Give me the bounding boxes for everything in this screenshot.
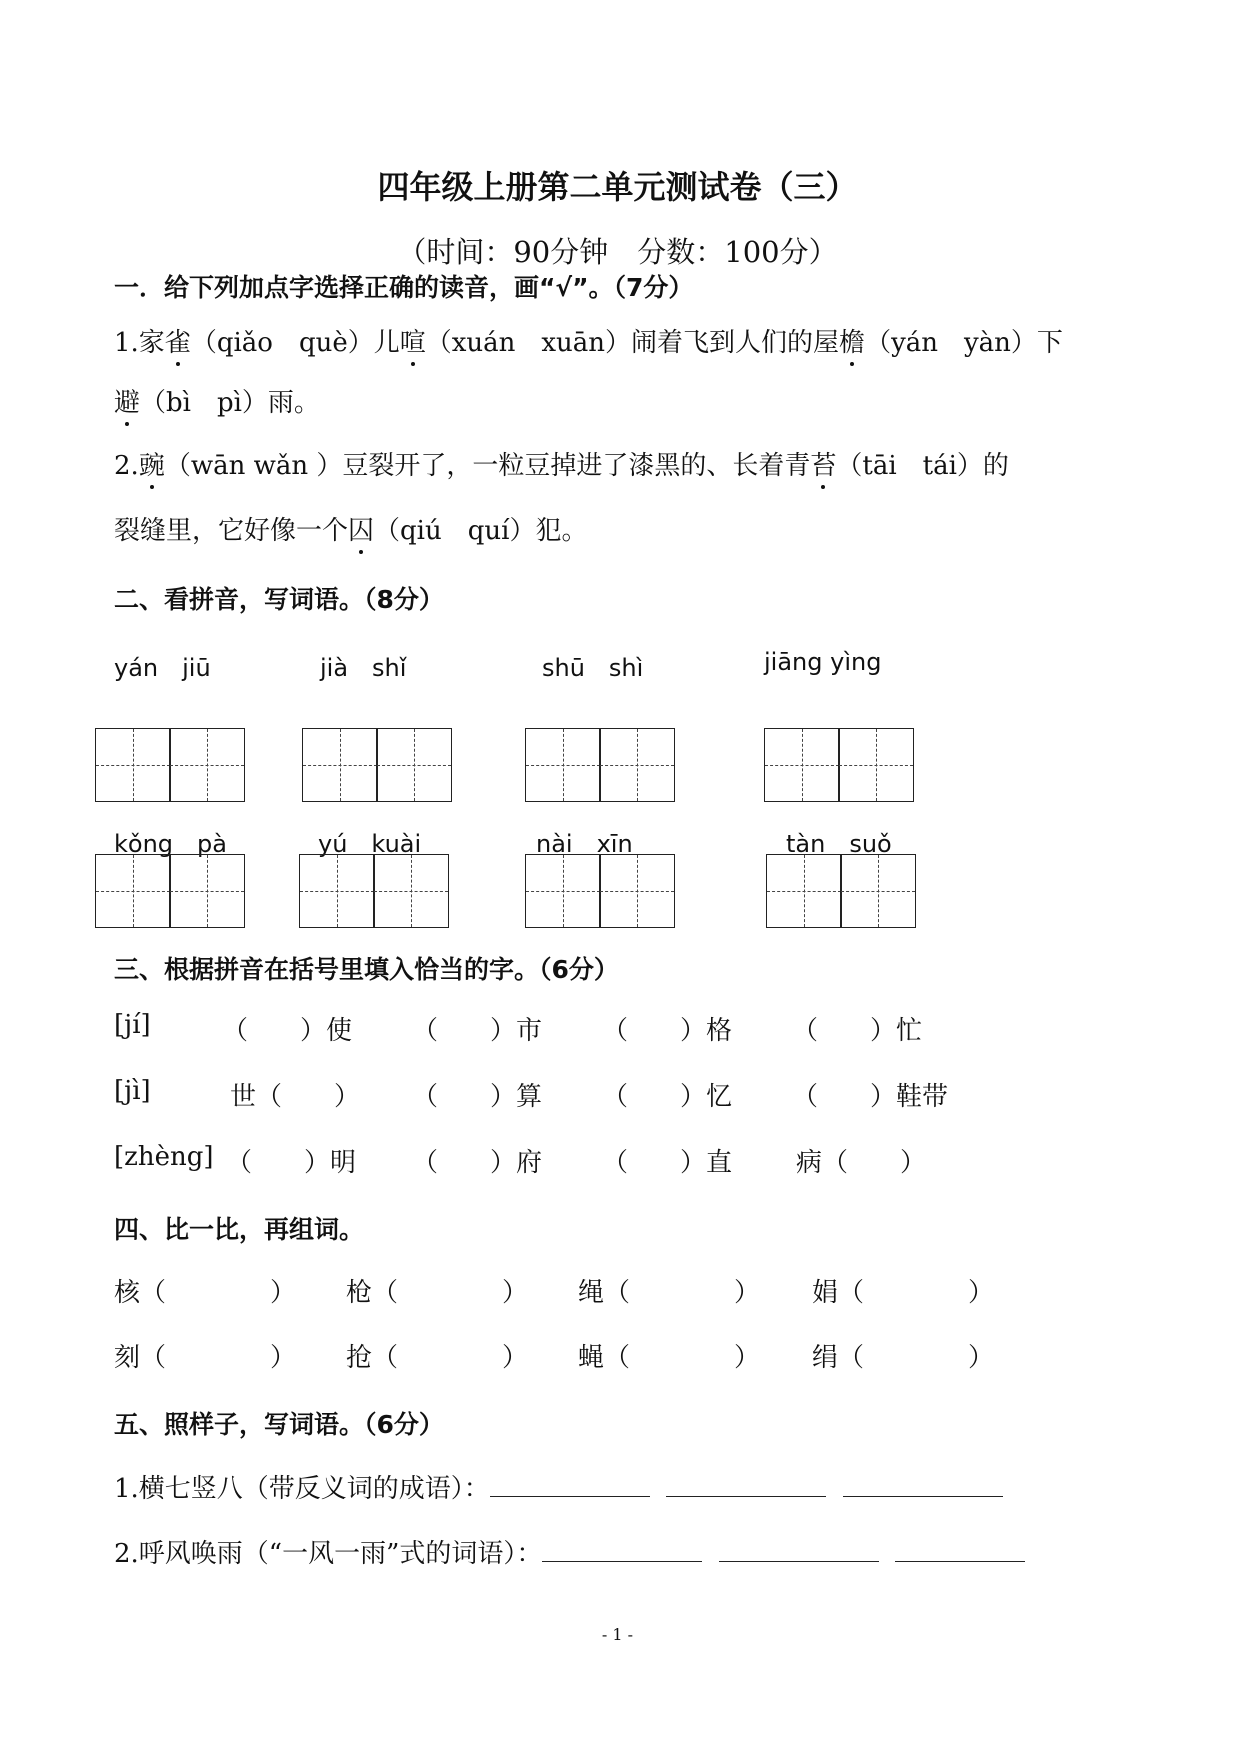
q3-pinyin: [jí] (114, 1010, 151, 1040)
text: 2. (114, 451, 139, 481)
pinyin-label: kǒng pà (114, 830, 227, 858)
q1-line-1 (114, 322, 1063, 359)
text: （wān wǎn ）豆裂开了，一粒豆掉进了漆黑的、长着青 (164, 451, 811, 481)
text: （xuán xuān）闹着飞到人们的屋 (425, 328, 840, 358)
pinyin-label: nài xīn (536, 830, 633, 858)
q3-blank[interactable]: （ ）忙 (792, 1016, 923, 1046)
grid-cell[interactable] (840, 854, 916, 928)
grid-cell[interactable] (599, 728, 675, 802)
section-5-heading: 五、照样子，写词语。（6分） (114, 1410, 444, 1439)
text: （bì pì）雨。 (140, 388, 320, 418)
grid-cell[interactable] (599, 854, 675, 928)
grid-cell[interactable] (302, 728, 378, 802)
q4-item[interactable]: 刻（ ） (114, 1343, 297, 1373)
q5-line-1 (114, 1468, 1003, 1505)
writing-grid[interactable] (300, 854, 449, 928)
grid-cell[interactable] (525, 728, 601, 802)
grid-cell[interactable] (766, 854, 842, 928)
q5-line-2 (114, 1533, 1025, 1570)
q3-pinyin: [jì] (114, 1076, 151, 1106)
grid-cell[interactable] (525, 854, 601, 928)
writing-grid[interactable] (765, 728, 914, 802)
writing-grid[interactable] (526, 728, 675, 802)
text: 裂缝里，它好像一个 (114, 516, 349, 546)
pinyin-label: yán jiū (114, 654, 211, 682)
grid-cell[interactable] (838, 728, 914, 802)
grid-cell[interactable] (764, 728, 840, 802)
writing-grid[interactable] (96, 854, 245, 928)
q3-blank[interactable]: （ ）格 (602, 1016, 733, 1046)
q4-item[interactable]: 核（ ） (114, 1278, 297, 1308)
q3-blank[interactable]: （ ）府 (412, 1148, 543, 1178)
q3-blank[interactable]: 病（ ） (796, 1148, 927, 1178)
text: 1.家 (114, 328, 165, 358)
q3-blank[interactable]: （ ）明 (226, 1148, 357, 1178)
text: （qiú quí）犯。 (374, 516, 588, 546)
dotted-char: 喧 (400, 322, 426, 359)
pinyin-label: jià shǐ (320, 654, 407, 682)
section-3-heading: 三、根据拼音在括号里填入恰当的字。（6分） (114, 955, 619, 984)
dotted-char: 雀 (165, 322, 191, 359)
q4-item[interactable]: 枪（ ） (346, 1278, 529, 1308)
dotted-char: 檐 (839, 322, 865, 359)
answer-blank[interactable] (542, 1539, 702, 1562)
writing-grid[interactable] (96, 728, 245, 802)
grid-cell[interactable] (169, 728, 245, 802)
q3-blank[interactable]: 世（ ） (230, 1082, 361, 1112)
answer-blank[interactable] (490, 1474, 650, 1497)
dotted-char: 苔 (810, 445, 836, 482)
grid-cell[interactable] (95, 728, 171, 802)
q3-blank[interactable]: （ ）使 (222, 1016, 353, 1046)
section-4-heading: 四、比一比，再组词。 (114, 1215, 365, 1244)
text: （yán yàn）下 (865, 328, 1063, 358)
writing-grid[interactable] (526, 854, 675, 928)
pinyin-label: yú kuài (318, 830, 422, 858)
q5-prompt: 2.呼风唤雨（“一风一雨”式的词语）： (114, 1539, 543, 1569)
q3-blank[interactable]: （ ）忆 (602, 1082, 733, 1112)
answer-blank[interactable] (843, 1474, 1003, 1497)
q5-prompt: 1.横七竖八（带反义词的成语）： (114, 1474, 490, 1504)
dotted-char: 避 (114, 382, 140, 419)
grid-cell[interactable] (95, 854, 171, 928)
page-subtitle: （时间：90分钟 分数：100分） (397, 235, 838, 269)
answer-blank[interactable] (895, 1539, 1025, 1562)
page-number: - 1 - (601, 1625, 634, 1644)
page-title: 四年级上册第二单元测试卷（三） (377, 168, 858, 206)
q3-blank[interactable]: （ ）市 (412, 1016, 543, 1046)
q3-blank[interactable]: （ ）算 (412, 1082, 543, 1112)
q4-item[interactable]: 绳（ ） (578, 1278, 761, 1308)
pinyin-label: tàn suǒ (786, 830, 892, 858)
writing-grid[interactable] (767, 854, 916, 928)
grid-cell[interactable] (299, 854, 375, 928)
grid-cell[interactable] (376, 728, 452, 802)
pinyin-label: shū shì (542, 654, 644, 682)
dotted-char: 豌 (139, 445, 165, 482)
text: （tāi tái）的 (836, 451, 1009, 481)
q3-blank[interactable]: （ ）鞋带 (792, 1082, 949, 1112)
section-2-heading: 二、看拼音，写词语。（8分） (114, 585, 444, 614)
q4-item[interactable]: 绢（ ） (812, 1343, 995, 1373)
grid-cell[interactable] (373, 854, 449, 928)
q3-blank[interactable]: （ ）直 (602, 1148, 733, 1178)
writing-grid[interactable] (303, 728, 452, 802)
dotted-char: 囚 (348, 510, 374, 547)
q3-pinyin: [zhèng] (114, 1142, 214, 1172)
q4-item[interactable]: 娟（ ） (812, 1278, 995, 1308)
q4-item[interactable]: 抢（ ） (346, 1343, 529, 1373)
q1-line-4 (114, 510, 587, 547)
text: （qiǎo què）儿 (190, 328, 400, 358)
answer-blank[interactable] (719, 1539, 879, 1562)
pinyin-label: jiāng yìng (764, 648, 882, 676)
answer-blank[interactable] (666, 1474, 826, 1497)
q1-line-2 (114, 382, 320, 419)
grid-cell[interactable] (169, 854, 245, 928)
q1-line-3 (114, 445, 1009, 482)
section-1-heading: 一．给下列加点字选择正确的读音，画“√”。（7分） (114, 273, 694, 302)
q4-item[interactable]: 蝇（ ） (578, 1343, 761, 1373)
